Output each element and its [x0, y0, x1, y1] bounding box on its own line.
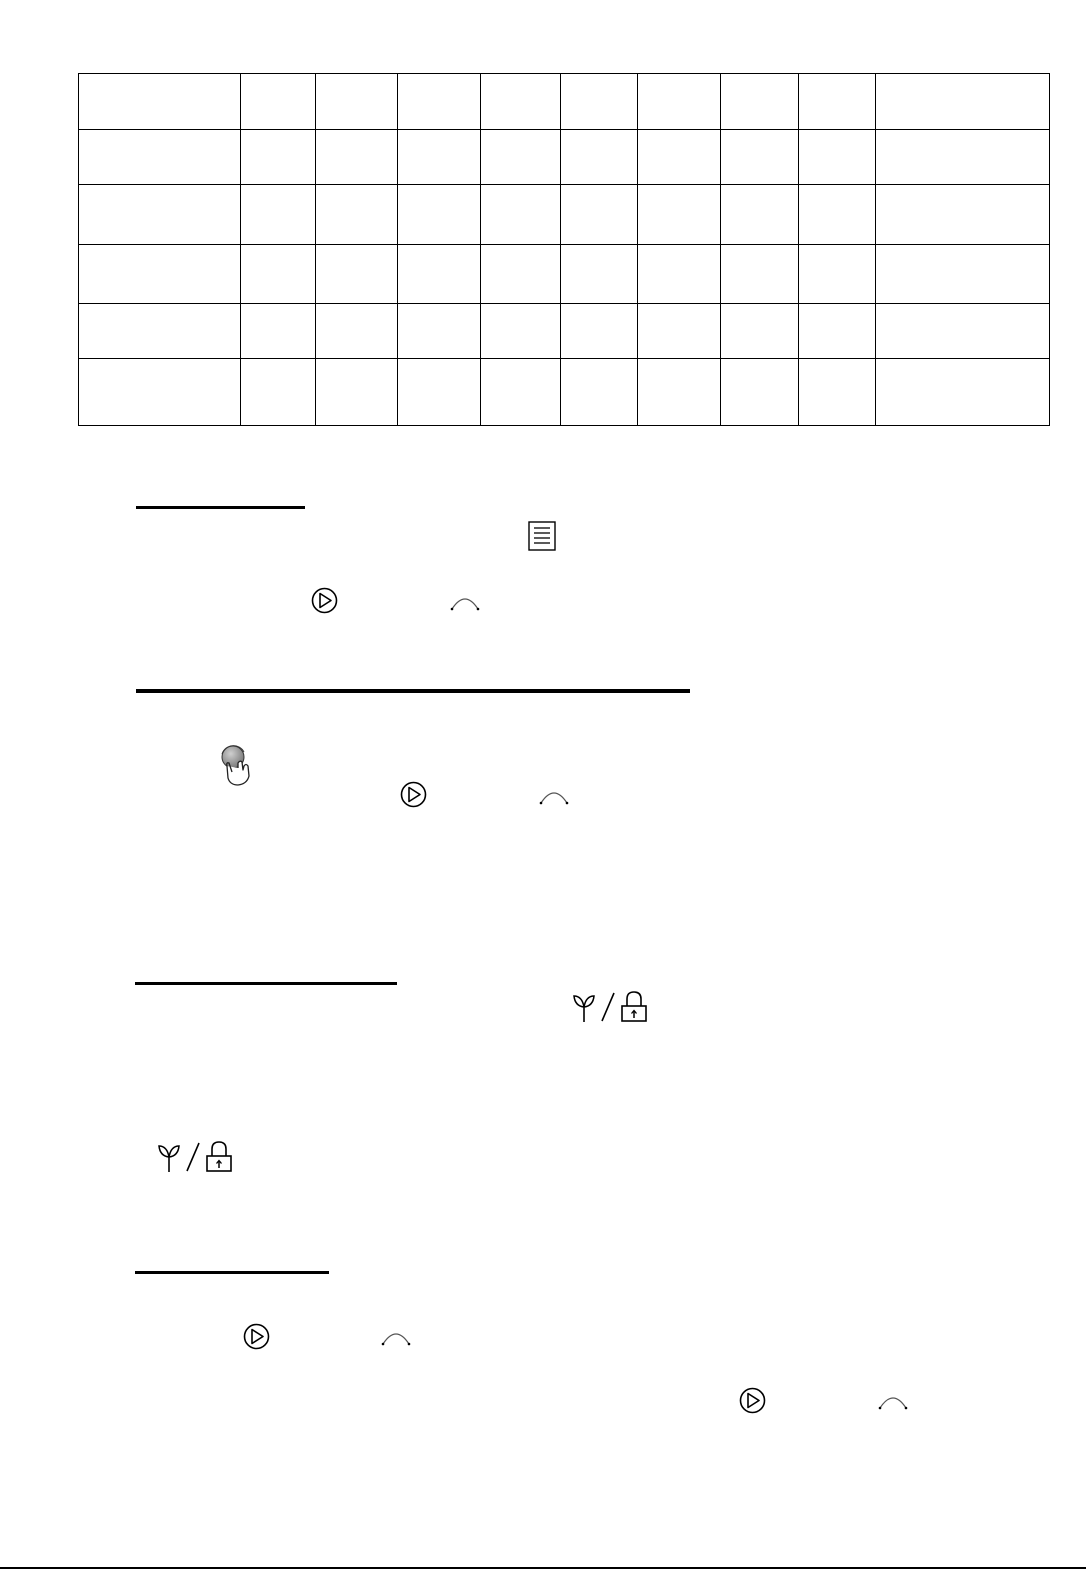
- table-cell: [241, 185, 316, 245]
- table-cell: [876, 185, 1050, 245]
- table-cell: [241, 359, 316, 426]
- table-cell: [876, 304, 1050, 359]
- table-cell: [799, 245, 876, 304]
- page-bottom-rule: [0, 1567, 1086, 1569]
- table-cell: [561, 185, 638, 245]
- table-cell: [561, 304, 638, 359]
- table-cell: [638, 359, 721, 426]
- table-cell: [481, 304, 561, 359]
- play-circle-icon: [243, 1323, 270, 1350]
- table-cell: [316, 74, 398, 130]
- menu-list-icon: [528, 521, 556, 551]
- table-cell: [876, 130, 1050, 185]
- table-cell: [398, 245, 481, 304]
- table-cell: [799, 185, 876, 245]
- table-cell: [721, 74, 799, 130]
- table-cell: [721, 130, 799, 185]
- table-cell: [79, 74, 241, 130]
- table-cell: [398, 304, 481, 359]
- table-cell: [721, 304, 799, 359]
- table-cell: [638, 130, 721, 185]
- table-cell: [241, 304, 316, 359]
- table-cell: [316, 130, 398, 185]
- table-cell: [316, 304, 398, 359]
- arc-icon: [878, 1392, 908, 1410]
- section-heading-underline: [135, 1271, 329, 1274]
- table-cell: [721, 359, 799, 426]
- table-row: [79, 74, 1050, 130]
- arc-icon: [381, 1328, 411, 1346]
- table-row: [79, 245, 1050, 304]
- eco-lock-icon: [572, 990, 652, 1024]
- table-cell: [481, 130, 561, 185]
- arc-icon: [450, 593, 480, 611]
- table-cell: [398, 185, 481, 245]
- table-cell: [79, 130, 241, 185]
- play-circle-icon: [739, 1387, 766, 1414]
- table-cell: [876, 74, 1050, 130]
- eco-lock-icon: [157, 1140, 237, 1174]
- table-cell: [561, 245, 638, 304]
- table-cell: [799, 359, 876, 426]
- table-cell: [638, 185, 721, 245]
- table-cell: [638, 304, 721, 359]
- section-heading-underline: [135, 982, 397, 985]
- table-cell: [638, 245, 721, 304]
- table-cell: [398, 359, 481, 426]
- section-heading-underline: [136, 689, 690, 693]
- table-cell: [799, 130, 876, 185]
- table-cell: [721, 185, 799, 245]
- section-heading-underline: [136, 506, 305, 509]
- table-cell: [79, 245, 241, 304]
- table-cell: [241, 245, 316, 304]
- arc-icon: [539, 787, 569, 805]
- table-cell: [316, 245, 398, 304]
- table-cell: [79, 185, 241, 245]
- table-cell: [799, 304, 876, 359]
- table-cell: [316, 359, 398, 426]
- play-circle-icon: [400, 781, 427, 808]
- table-cell: [638, 74, 721, 130]
- table-cell: [398, 74, 481, 130]
- table-row: [79, 185, 1050, 245]
- table-cell: [561, 130, 638, 185]
- knob-hand-icon: [218, 742, 254, 788]
- table-cell: [561, 74, 638, 130]
- table-row: [79, 359, 1050, 426]
- table-cell: [876, 245, 1050, 304]
- table-cell: [241, 74, 316, 130]
- table-cell: [79, 359, 241, 426]
- table-cell: [481, 74, 561, 130]
- table-cell: [799, 74, 876, 130]
- table-row: [79, 304, 1050, 359]
- table-cell: [481, 245, 561, 304]
- table-cell: [561, 359, 638, 426]
- table-cell: [316, 185, 398, 245]
- table-cell: [79, 304, 241, 359]
- table-cell: [398, 130, 481, 185]
- table-cell: [481, 185, 561, 245]
- table-row: [79, 130, 1050, 185]
- table-cell: [721, 245, 799, 304]
- table-cell: [876, 359, 1050, 426]
- table-cell: [241, 130, 316, 185]
- play-circle-icon: [311, 587, 338, 614]
- empty-table: [78, 73, 1050, 426]
- table-cell: [481, 359, 561, 426]
